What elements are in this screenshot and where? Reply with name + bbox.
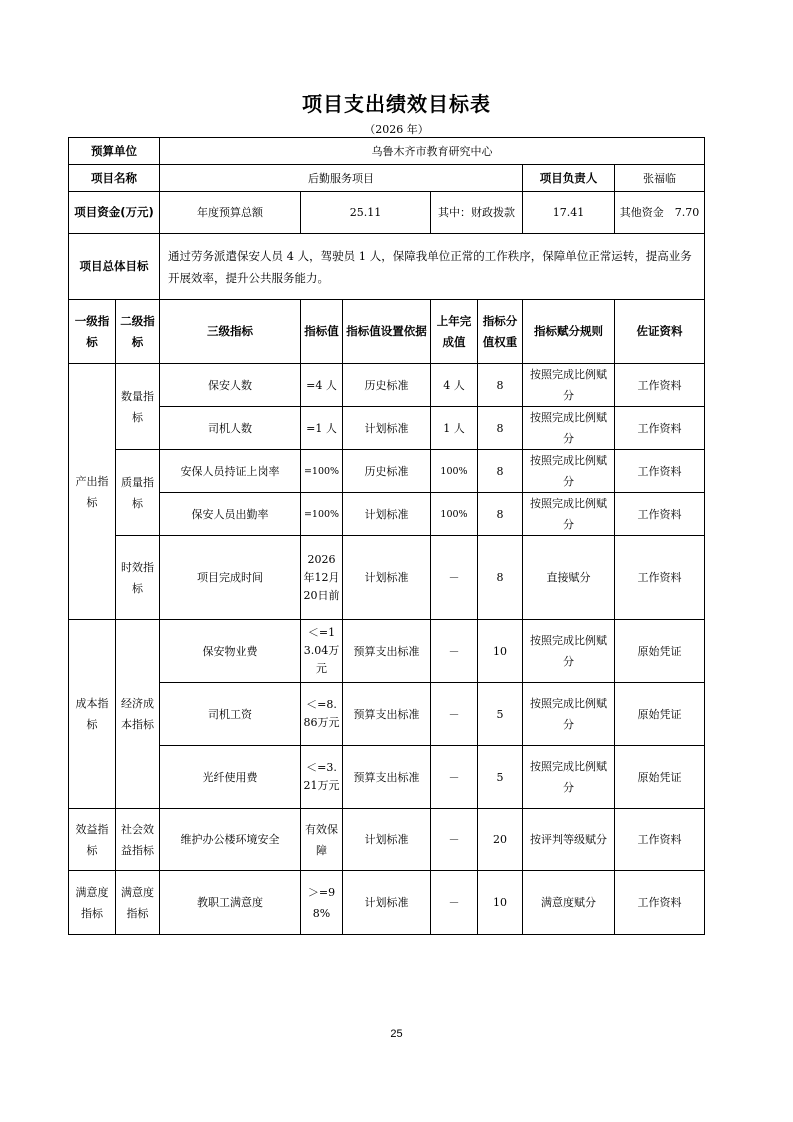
annual-budget-value: 25.11 — [301, 192, 431, 234]
level1-satisfaction: 满意度指标 — [69, 871, 116, 935]
indicator-weight: 8 — [478, 450, 523, 493]
evidence: 工作资料 — [615, 871, 705, 935]
table-row — [69, 809, 705, 871]
last-year-value: － — [431, 683, 478, 746]
indicator-basis: 预算支出标准 — [343, 683, 431, 746]
level1-cost: 成本指标 — [69, 620, 116, 809]
scoring-rule: 按照完成比例赋分 — [523, 746, 615, 809]
table-row — [69, 683, 705, 746]
indicator-name: 维护办公楼环境安全 — [160, 809, 301, 871]
indicator-value: 有效保障 — [301, 809, 343, 871]
table-row — [69, 407, 705, 450]
indicator-name: 安保人员持证上岗率 — [160, 450, 301, 493]
scoring-rule: 按照完成比例赋分 — [523, 620, 615, 683]
indicator-name: 司机工资 — [160, 683, 301, 746]
scoring-rule: 按评判等级赋分 — [523, 809, 615, 871]
indicator-weight: 5 — [478, 746, 523, 809]
indicator-weight: 8 — [478, 407, 523, 450]
column-header: 指标值设置依据 — [343, 300, 431, 364]
level2-timeliness: 时效指标 — [116, 536, 160, 620]
last-year-value: 100% — [431, 493, 478, 536]
page-number: 25 — [390, 1028, 403, 1040]
annual-budget-label: 年度预算总额 — [160, 192, 301, 234]
indicator-value: 2026年12月20日前 — [301, 536, 343, 620]
column-header: 指标值 — [301, 300, 343, 364]
last-year-value: 4 人 — [431, 364, 478, 407]
document-title: 项目支出绩效目标表 — [302, 92, 491, 116]
scoring-rule: 按照完成比例赋分 — [523, 407, 615, 450]
last-year-value: － — [431, 620, 478, 683]
indicator-weight: 8 — [478, 493, 523, 536]
manager-value: 张福临 — [615, 165, 705, 192]
indicator-basis: 计划标准 — [343, 871, 431, 935]
indicator-basis: 历史标准 — [343, 450, 431, 493]
level1-output: 产出指标 — [69, 364, 116, 620]
evidence: 工作资料 — [615, 407, 705, 450]
last-year-value: 100% — [431, 450, 478, 493]
indicator-name: 项目完成时间 — [160, 536, 301, 620]
table-row — [69, 364, 705, 407]
indicator-value: ＜=13.04万元 — [301, 620, 343, 683]
column-header: 二级指标 — [116, 300, 160, 364]
scoring-rule: 满意度赋分 — [523, 871, 615, 935]
other-funds-value — [615, 192, 705, 234]
indicator-basis: 计划标准 — [343, 493, 431, 536]
funds-label: 项目资金(万元) — [69, 192, 160, 234]
indicator-basis: 计划标准 — [343, 536, 431, 620]
last-year-value: － — [431, 536, 478, 620]
performance-table — [68, 137, 705, 935]
document-year: （2026 年） — [364, 123, 429, 136]
last-year-value: － — [431, 809, 478, 871]
indicator-value: =1 人 — [301, 407, 343, 450]
column-header: 三级指标 — [160, 300, 301, 364]
project-name-label: 项目名称 — [69, 165, 160, 192]
evidence: 工作资料 — [615, 450, 705, 493]
level2-social-benefit: 社会效益指标 — [116, 809, 160, 871]
indicator-value: =100% — [301, 493, 343, 536]
funds-row — [69, 192, 705, 234]
indicator-name: 司机人数 — [160, 407, 301, 450]
manager-label: 项目负责人 — [523, 165, 615, 192]
column-header: 指标分值权重 — [478, 300, 523, 364]
fiscal-value: 17.41 — [523, 192, 615, 234]
goal-label: 项目总体目标 — [69, 234, 160, 300]
indicator-value: ＜=3.21万元 — [301, 746, 343, 809]
table-row — [69, 620, 705, 683]
evidence: 工作资料 — [615, 809, 705, 871]
evidence: 工作资料 — [615, 536, 705, 620]
indicator-weight: 10 — [478, 871, 523, 935]
indicator-basis: 预算支出标准 — [343, 620, 431, 683]
evidence: 原始凭证 — [615, 683, 705, 746]
last-year-value: － — [431, 871, 478, 935]
budget-unit-row — [69, 138, 705, 165]
indicator-name: 保安人员出勤率 — [160, 493, 301, 536]
column-header: 佐证资料 — [615, 300, 705, 364]
indicator-value: =100% — [301, 450, 343, 493]
last-year-value: － — [431, 746, 478, 809]
scoring-rule: 按照完成比例赋分 — [523, 364, 615, 407]
other-funds-label: 其他资金 — [619, 206, 664, 219]
evidence: 工作资料 — [615, 364, 705, 407]
level2-quality: 质量指标 — [116, 450, 160, 536]
column-header: 一级指标 — [69, 300, 116, 364]
evidence: 工作资料 — [615, 493, 705, 536]
project-name-value: 后勤服务项目 — [160, 165, 523, 192]
indicator-weight: 10 — [478, 620, 523, 683]
last-year-value: 1 人 — [431, 407, 478, 450]
scoring-rule: 按照完成比例赋分 — [523, 450, 615, 493]
indicator-basis: 预算支出标准 — [343, 746, 431, 809]
goal-text: 通过劳务派遣保安人员 4 人，驾驶员 1 人，保障我单位正常的工作秩序，保障单位正常运转，提高业务开展效率，提升公共服务能力。 — [160, 234, 705, 300]
evidence: 原始凭证 — [615, 620, 705, 683]
column-header: 指标赋分规则 — [523, 300, 615, 364]
indicator-name: 保安人数 — [160, 364, 301, 407]
column-header: 上年完成值 — [431, 300, 478, 364]
level1-benefit: 效益指标 — [69, 809, 116, 871]
scoring-rule: 按照完成比例赋分 — [523, 683, 615, 746]
level2-satisfaction: 满意度指标 — [116, 871, 160, 935]
table-row — [69, 450, 705, 493]
table-row — [69, 493, 705, 536]
evidence: 原始凭证 — [615, 746, 705, 809]
indicator-value: ＜=8.86万元 — [301, 683, 343, 746]
indicator-value: =4 人 — [301, 364, 343, 407]
table-row — [69, 746, 705, 809]
indicator-name: 教职工满意度 — [160, 871, 301, 935]
project-name-row — [69, 165, 705, 192]
indicator-value: ＞=98% — [301, 871, 343, 935]
indicator-weight: 8 — [478, 364, 523, 407]
indicator-weight: 20 — [478, 809, 523, 871]
indicator-basis: 计划标准 — [343, 809, 431, 871]
table-row — [69, 871, 705, 935]
indicator-name: 光纤使用费 — [160, 746, 301, 809]
table-row — [69, 536, 705, 620]
goal-row — [69, 234, 705, 300]
indicator-weight: 5 — [478, 683, 523, 746]
indicator-basis: 计划标准 — [343, 407, 431, 450]
budget-unit-label: 预算单位 — [69, 138, 160, 165]
level2-quantity: 数量指标 — [116, 364, 160, 450]
budget-unit-value: 乌鲁木齐市教育研究中心 — [160, 138, 705, 165]
level2-economic-cost: 经济成本指标 — [116, 620, 160, 809]
indicator-basis: 历史标准 — [343, 364, 431, 407]
indicator-name: 保安物业费 — [160, 620, 301, 683]
column-header-row — [69, 300, 705, 364]
scoring-rule: 直接赋分 — [523, 536, 615, 620]
scoring-rule: 按照完成比例赋分 — [523, 493, 615, 536]
other-funds-amount: 7.70 — [674, 206, 700, 219]
indicator-weight: 8 — [478, 536, 523, 620]
fiscal-label: 其中：财政拨款 — [431, 192, 523, 234]
